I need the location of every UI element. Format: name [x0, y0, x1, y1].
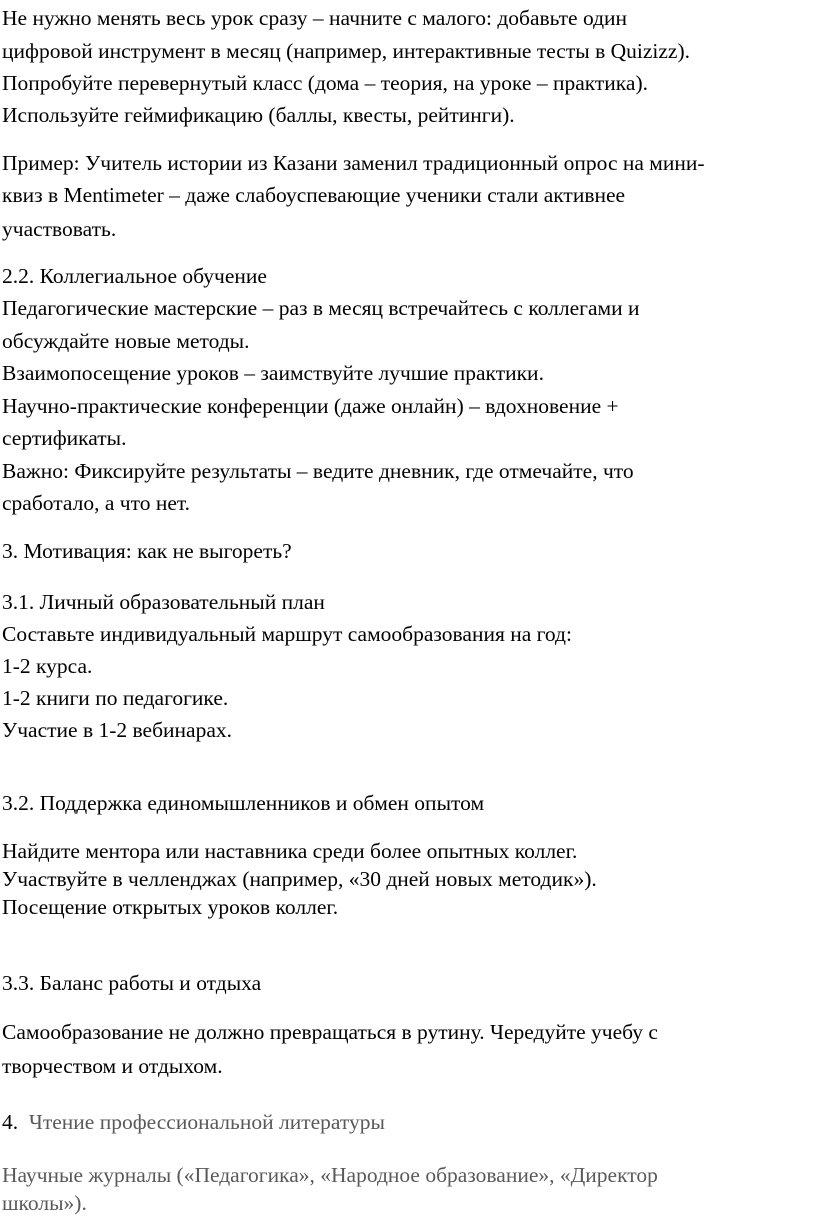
section-4-heading: Чтение профессиональной литературы: [28, 1110, 385, 1134]
section-3-1-line-3: 1-2 книги по педагогике.: [2, 686, 229, 710]
section-3-1-line-4: Участие в 1-2 вебинарах.: [2, 718, 232, 742]
section-2-2-line-6: Важно: Фиксируйте результаты – ведите дневник, где отмечайте, что: [2, 459, 634, 483]
intro-line-4: Используйте геймификацию (баллы, квесты, рейтинги).: [2, 103, 515, 127]
section-3-heading: 3. Мотивация: как не выгореть?: [2, 539, 292, 563]
section-3-1-line-1: Составьте индивидуальный маршрут самообразования на год:: [2, 622, 572, 646]
section-3-2-line-1: Найдите ментора или наставника среди более опытных коллег.: [2, 839, 578, 863]
example-line-1: Пример: Учитель истории из Казани заменил традиционный опрос на мини-: [2, 151, 705, 175]
section-4-line-1: Научные журналы («Педагогика», «Народное образование», «Директор: [2, 1163, 658, 1187]
section-2-2-line-7: сработало, а что нет.: [2, 491, 191, 515]
intro-line-3: Попробуйте перевернутый класс (дома – теория, на уроке – практика).: [2, 71, 648, 95]
section-3-3-line-2: творчеством и отдыхом.: [2, 1054, 223, 1078]
intro-line-2: цифровой инструмент в месяц (например, интерактивные тесты в Quizizz).: [2, 39, 690, 63]
section-4-heading-line: [2, 1106, 385, 1138]
section-2-2-heading: 2.2. Коллегиальное обучение: [2, 264, 267, 288]
section-2-2-line-5: сертификаты.: [2, 426, 127, 450]
section-4-line-2: школы»).: [2, 1191, 87, 1215]
intro-line-1: Не нужно менять весь урок сразу – начните с малого: добавьте один: [2, 6, 628, 30]
example-line-3: участвовать.: [2, 217, 117, 241]
section-2-2-line-3: Взаимопосещение уроков – заимствуйте лучшие практики.: [2, 361, 544, 385]
section-3-2-heading: 3.2. Поддержка единомышленников и обмен опытом: [2, 791, 485, 815]
section-3-1-line-2: 1-2 курса.: [2, 654, 93, 678]
section-3-3-heading: 3.3. Баланс работы и отдыха: [2, 971, 262, 995]
section-2-2-line-4: Научно-практические конференции (даже онлайн) – вдохновение +: [2, 394, 619, 418]
section-3-3-line-1: Самообразование не должно превращаться в рутину. Чередуйте учебу с: [2, 1020, 658, 1044]
section-3-2-line-2: Участвуйте в челленджах (например, «30 дней новых методик»).: [2, 867, 597, 891]
section-3-1-heading: 3.1. Личный образовательный план: [2, 590, 325, 614]
section-4-number: 4.: [2, 1110, 19, 1134]
section-2-2-line-2: обсуждайте новые методы.: [2, 329, 250, 353]
example-line-2: квиз в Mentimeter – даже слабоуспевающие ученики стали активнее: [2, 183, 626, 207]
section-3-2-line-3: Посещение открытых уроков коллег.: [2, 895, 339, 919]
section-2-2-line-1: Педагогические мастерские – раз в месяц встречайтесь с коллегами и: [2, 296, 640, 320]
